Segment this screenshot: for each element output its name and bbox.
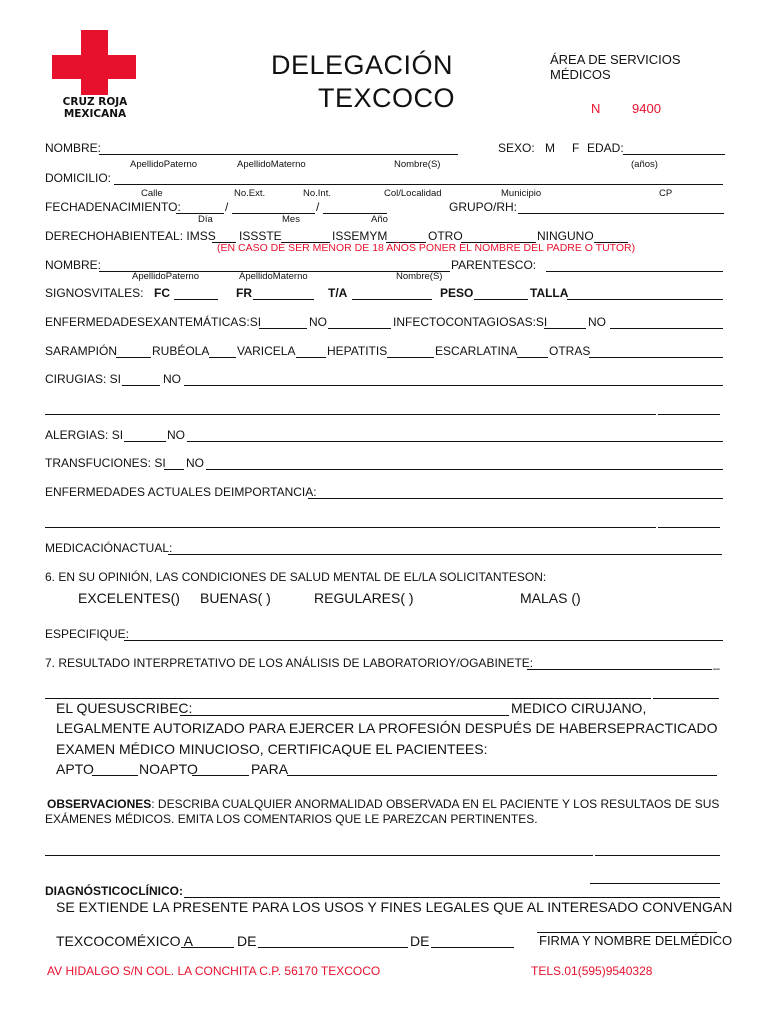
infecto-no-label: NO bbox=[588, 315, 606, 329]
opcion-buenas[interactable]: BUENAS( ) bbox=[200, 590, 271, 606]
infecto-si-field[interactable] bbox=[544, 328, 586, 329]
sub-cp: CP bbox=[659, 188, 673, 199]
exante-no-field[interactable] bbox=[328, 328, 391, 329]
exante-no-label: NO bbox=[309, 315, 327, 329]
hepatitis-field[interactable] bbox=[387, 357, 434, 358]
firma-label: FIRMA Y NOMBRE DELMÉDICO bbox=[539, 933, 733, 948]
noapto-label: NOAPTO bbox=[139, 761, 198, 777]
opcion-excelentes[interactable]: EXCELENTES() bbox=[78, 590, 180, 606]
q7-label: 7. RESULTADO INTERPRETATIVO DE LOS ANÁLISIS DE LABORATORIOY/OGABINETE: bbox=[45, 656, 534, 670]
diagnostico-label: DIAGNÓSTICOCLÍNICO: bbox=[45, 884, 183, 898]
logo-line-1: CRUZ ROJA bbox=[62, 96, 128, 108]
fecha-de-2: DE bbox=[410, 933, 430, 949]
actuales-extra-line[interactable] bbox=[45, 527, 656, 528]
folio-number: 9400 bbox=[632, 101, 661, 116]
issste-label: ISSSTE bbox=[239, 229, 282, 243]
edad-label: EDAD: bbox=[587, 141, 624, 155]
observaciones-field-end[interactable] bbox=[595, 855, 720, 856]
observaciones-field[interactable] bbox=[45, 855, 593, 856]
opcion-malas[interactable]: MALAS () bbox=[520, 590, 581, 606]
grupo-field[interactable] bbox=[518, 213, 724, 214]
peso-field[interactable] bbox=[474, 299, 528, 300]
exante-label: ENFERMEDADESEXANTEMÁTICAS:SI bbox=[45, 315, 262, 329]
sub-apellido-paterno: ApellidoPaterno bbox=[130, 159, 198, 170]
q7-tail: _ bbox=[713, 656, 720, 670]
tutor-nombre-label: NOMBRE: bbox=[45, 258, 102, 272]
sexo-label: SEXO: bbox=[498, 141, 535, 155]
escarlatina-label: ESCARLATINA bbox=[435, 344, 518, 358]
medicacion-label: MEDICACIÓNACTUAL: bbox=[45, 541, 173, 555]
domicilio-label: DOMICILIO: bbox=[45, 171, 112, 185]
sarampion-label: SARAMPIÓN bbox=[45, 344, 118, 358]
footer-phones: TELS.01(595)9540328 bbox=[531, 964, 653, 978]
transfusiones-no-field[interactable] bbox=[206, 469, 723, 470]
cert-medico-cirujano: MEDICO CIRUJANO, bbox=[511, 700, 647, 716]
parentesco-label: PARENTESCO: bbox=[451, 258, 537, 272]
domicilio-field[interactable] bbox=[114, 184, 723, 185]
exante-si-field[interactable] bbox=[259, 328, 307, 329]
sub-ano: Año bbox=[371, 214, 388, 225]
cross-horizontal-bar bbox=[52, 55, 136, 79]
folio-label: N bbox=[591, 101, 601, 116]
varicela-field[interactable] bbox=[296, 357, 326, 358]
medicacion-field[interactable] bbox=[168, 554, 722, 555]
logo-line-2: MEXICANA bbox=[63, 108, 127, 120]
tutor-sub-apellido-paterno: ApellidoPaterno bbox=[132, 271, 200, 282]
varicela-label: VARICELA bbox=[237, 344, 296, 358]
sub-col-localidad: Col/Localidad bbox=[384, 188, 442, 199]
title-texcoco: TEXCOCO bbox=[318, 83, 456, 113]
ninguno-label: NINGUNO bbox=[537, 229, 594, 243]
grupo-label: GRUPO/RH: bbox=[449, 200, 518, 214]
transfusiones-no-label: NO bbox=[186, 456, 204, 470]
observaciones-label: OBSERVACIONES bbox=[47, 797, 152, 811]
cirugias-no-field[interactable] bbox=[184, 385, 723, 386]
sexo-f[interactable]: F bbox=[572, 141, 580, 155]
talla-label: TALLA bbox=[530, 286, 569, 300]
lugar-label: TEXCOCOMÉXICO A bbox=[56, 933, 193, 949]
ta-label: T/A bbox=[328, 286, 348, 300]
cert-line-3: EXAMEN MÉDICO MINUCIOSO, CERTIFICAQUE EL PACIENTEES: bbox=[56, 741, 488, 757]
cert-line-2: LEGALMENTE AUTORIZADO PARA EJERCER LA PROFESIÓN DESPUÉS DE HABERSEPRACTICADO bbox=[56, 720, 718, 736]
fecha-ano-field[interactable] bbox=[431, 947, 514, 948]
cert-medico-nombre-field[interactable] bbox=[180, 715, 509, 716]
observaciones-line-1 bbox=[47, 797, 719, 811]
apto-label: APTO bbox=[56, 761, 94, 777]
rubeola-field[interactable] bbox=[209, 357, 236, 358]
fc-label: FC bbox=[154, 286, 170, 300]
q6-label: 6. EN SU OPINIÓN, LAS CONDICIONES DE SALUD MENTAL DE EL/LA SOLICITANTESON: bbox=[45, 570, 547, 584]
sub-mes: Mes bbox=[282, 214, 300, 225]
issemym-label: ISSEMYM bbox=[332, 229, 388, 243]
tutor-sub-apellido-materno: ApellidoMaterno bbox=[239, 271, 308, 282]
slash-1: / bbox=[225, 200, 229, 214]
observaciones-text-1: : DESCRIBA CUALQUIER ANORMALIDAD OBSERVADA EN EL PACIENTE Y LOS RESULTAOS DE SUS bbox=[151, 797, 720, 811]
fc-field[interactable] bbox=[174, 299, 218, 300]
title-delegacion: DELEGACIÓN bbox=[271, 50, 454, 80]
fecha-dia-field[interactable] bbox=[181, 947, 234, 948]
sarampion-field[interactable] bbox=[116, 357, 151, 358]
actuales-label: ENFERMEDADES ACTUALES DEIMPORTANCIA: bbox=[45, 485, 317, 499]
parentesco-field[interactable] bbox=[546, 271, 723, 272]
tutor-sub-nombres: Nombre(S) bbox=[396, 271, 443, 282]
tutor-note: (EN CASO DE SER MENOR DE 18 AÑOS PONER EL NOMBRE DEL PADRE O TUTOR) bbox=[217, 242, 636, 254]
infecto-no-field[interactable] bbox=[610, 328, 723, 329]
para-field[interactable] bbox=[287, 775, 717, 776]
otras-label: OTRAS bbox=[549, 344, 591, 358]
actuales-field[interactable] bbox=[308, 498, 723, 499]
transfusiones-si-field[interactable] bbox=[164, 469, 184, 470]
sub-dia: Día bbox=[198, 214, 213, 225]
fr-label: FR bbox=[236, 286, 252, 300]
hepatitis-label: HEPATITIS bbox=[327, 344, 388, 358]
fr-field[interactable] bbox=[253, 299, 314, 300]
peso-label: PESO bbox=[440, 286, 474, 300]
edad-field[interactable] bbox=[623, 154, 725, 155]
q7-extra-line[interactable] bbox=[45, 698, 651, 699]
sub-nombres: Nombre(S) bbox=[394, 159, 441, 170]
sub-no-ext: No.Ext. bbox=[234, 188, 266, 199]
para-label: PARA bbox=[251, 761, 289, 777]
signos-label: SIGNOSVITALES: bbox=[45, 286, 144, 300]
area-line-1: ÁREA DE SERVICIOS bbox=[550, 52, 681, 67]
especifique-field[interactable] bbox=[124, 640, 723, 641]
ta-field[interactable] bbox=[352, 299, 432, 300]
sub-municipio: Municipio bbox=[501, 188, 542, 199]
derecho-label: DERECHOHABIENTEAL: IMSS bbox=[45, 229, 216, 243]
mes-field[interactable] bbox=[232, 213, 315, 214]
nacimiento-label: FECHADENACIMIENTO: bbox=[45, 200, 181, 214]
escarlatina-field[interactable] bbox=[517, 357, 548, 358]
sub-calle: Calle bbox=[141, 188, 163, 199]
cirugias-no-label: NO bbox=[163, 372, 181, 386]
talla-field[interactable] bbox=[567, 299, 723, 300]
closing-statement: SE EXTIENDE LA PRESENTE PARA LOS USOS Y FINES LEGALES QUE AL INTERESADO CONVENGAN bbox=[56, 899, 733, 915]
infecto-label: INFECTOCONTAGIOSAS:SI bbox=[393, 315, 548, 329]
sub-apellido-materno: ApellidoMaterno bbox=[237, 159, 306, 170]
transfusiones-label: TRANSFUCIONES: SI bbox=[45, 456, 166, 470]
slash-2: / bbox=[316, 200, 320, 214]
cirugias-extra-line-end[interactable] bbox=[658, 414, 720, 415]
q7-field[interactable] bbox=[527, 669, 712, 670]
alergias-si-field[interactable] bbox=[124, 441, 166, 442]
cirugias-si-field[interactable] bbox=[122, 385, 160, 386]
apto-field[interactable] bbox=[92, 775, 138, 776]
actuales-extra-line-end[interactable] bbox=[658, 527, 720, 528]
area-line-2: MÉDICOS bbox=[550, 67, 611, 82]
cert-suscribe-label: EL QUESUSCRIBEC: bbox=[56, 700, 193, 716]
alergias-no-field[interactable] bbox=[187, 441, 723, 442]
opcion-regulares[interactable]: REGULARES( ) bbox=[314, 590, 414, 606]
observaciones-text-2: EXÁMENES MÉDICOS. EMITA LOS COMENTARIOS QUE LE PAREZCAN PERTINENTES. bbox=[45, 812, 538, 826]
alergias-label: ALERGIAS: SI bbox=[45, 428, 124, 442]
fecha-de-1: DE bbox=[237, 933, 257, 949]
nombre-field[interactable] bbox=[99, 154, 458, 155]
otro-label: OTRO bbox=[428, 229, 463, 243]
alergias-no-label: NO bbox=[167, 428, 185, 442]
q7-extra-line-end[interactable] bbox=[653, 698, 719, 699]
cirugias-extra-line[interactable] bbox=[45, 414, 656, 415]
sexo-m[interactable]: M bbox=[545, 141, 555, 155]
diagnostico-extra-line[interactable] bbox=[590, 883, 720, 884]
sub-no-int: No.Int. bbox=[303, 188, 331, 199]
fecha-mes-field[interactable] bbox=[258, 947, 408, 948]
noapto-field[interactable] bbox=[192, 775, 249, 776]
especifique-label: ESPECIFIQUE: bbox=[45, 627, 130, 641]
nombre-label: NOMBRE: bbox=[45, 141, 102, 155]
footer-address: AV HIDALGO S/N COL. LA CONCHITA C.P. 56170 TEXCOCO bbox=[47, 964, 381, 978]
cirugias-label: CIRUGIAS: SI bbox=[45, 372, 122, 386]
sub-anos: (años) bbox=[631, 159, 658, 170]
diagnostico-field[interactable] bbox=[184, 897, 720, 898]
otras-field[interactable] bbox=[589, 357, 723, 358]
rubeola-label: RUBÉOLA bbox=[152, 344, 210, 358]
